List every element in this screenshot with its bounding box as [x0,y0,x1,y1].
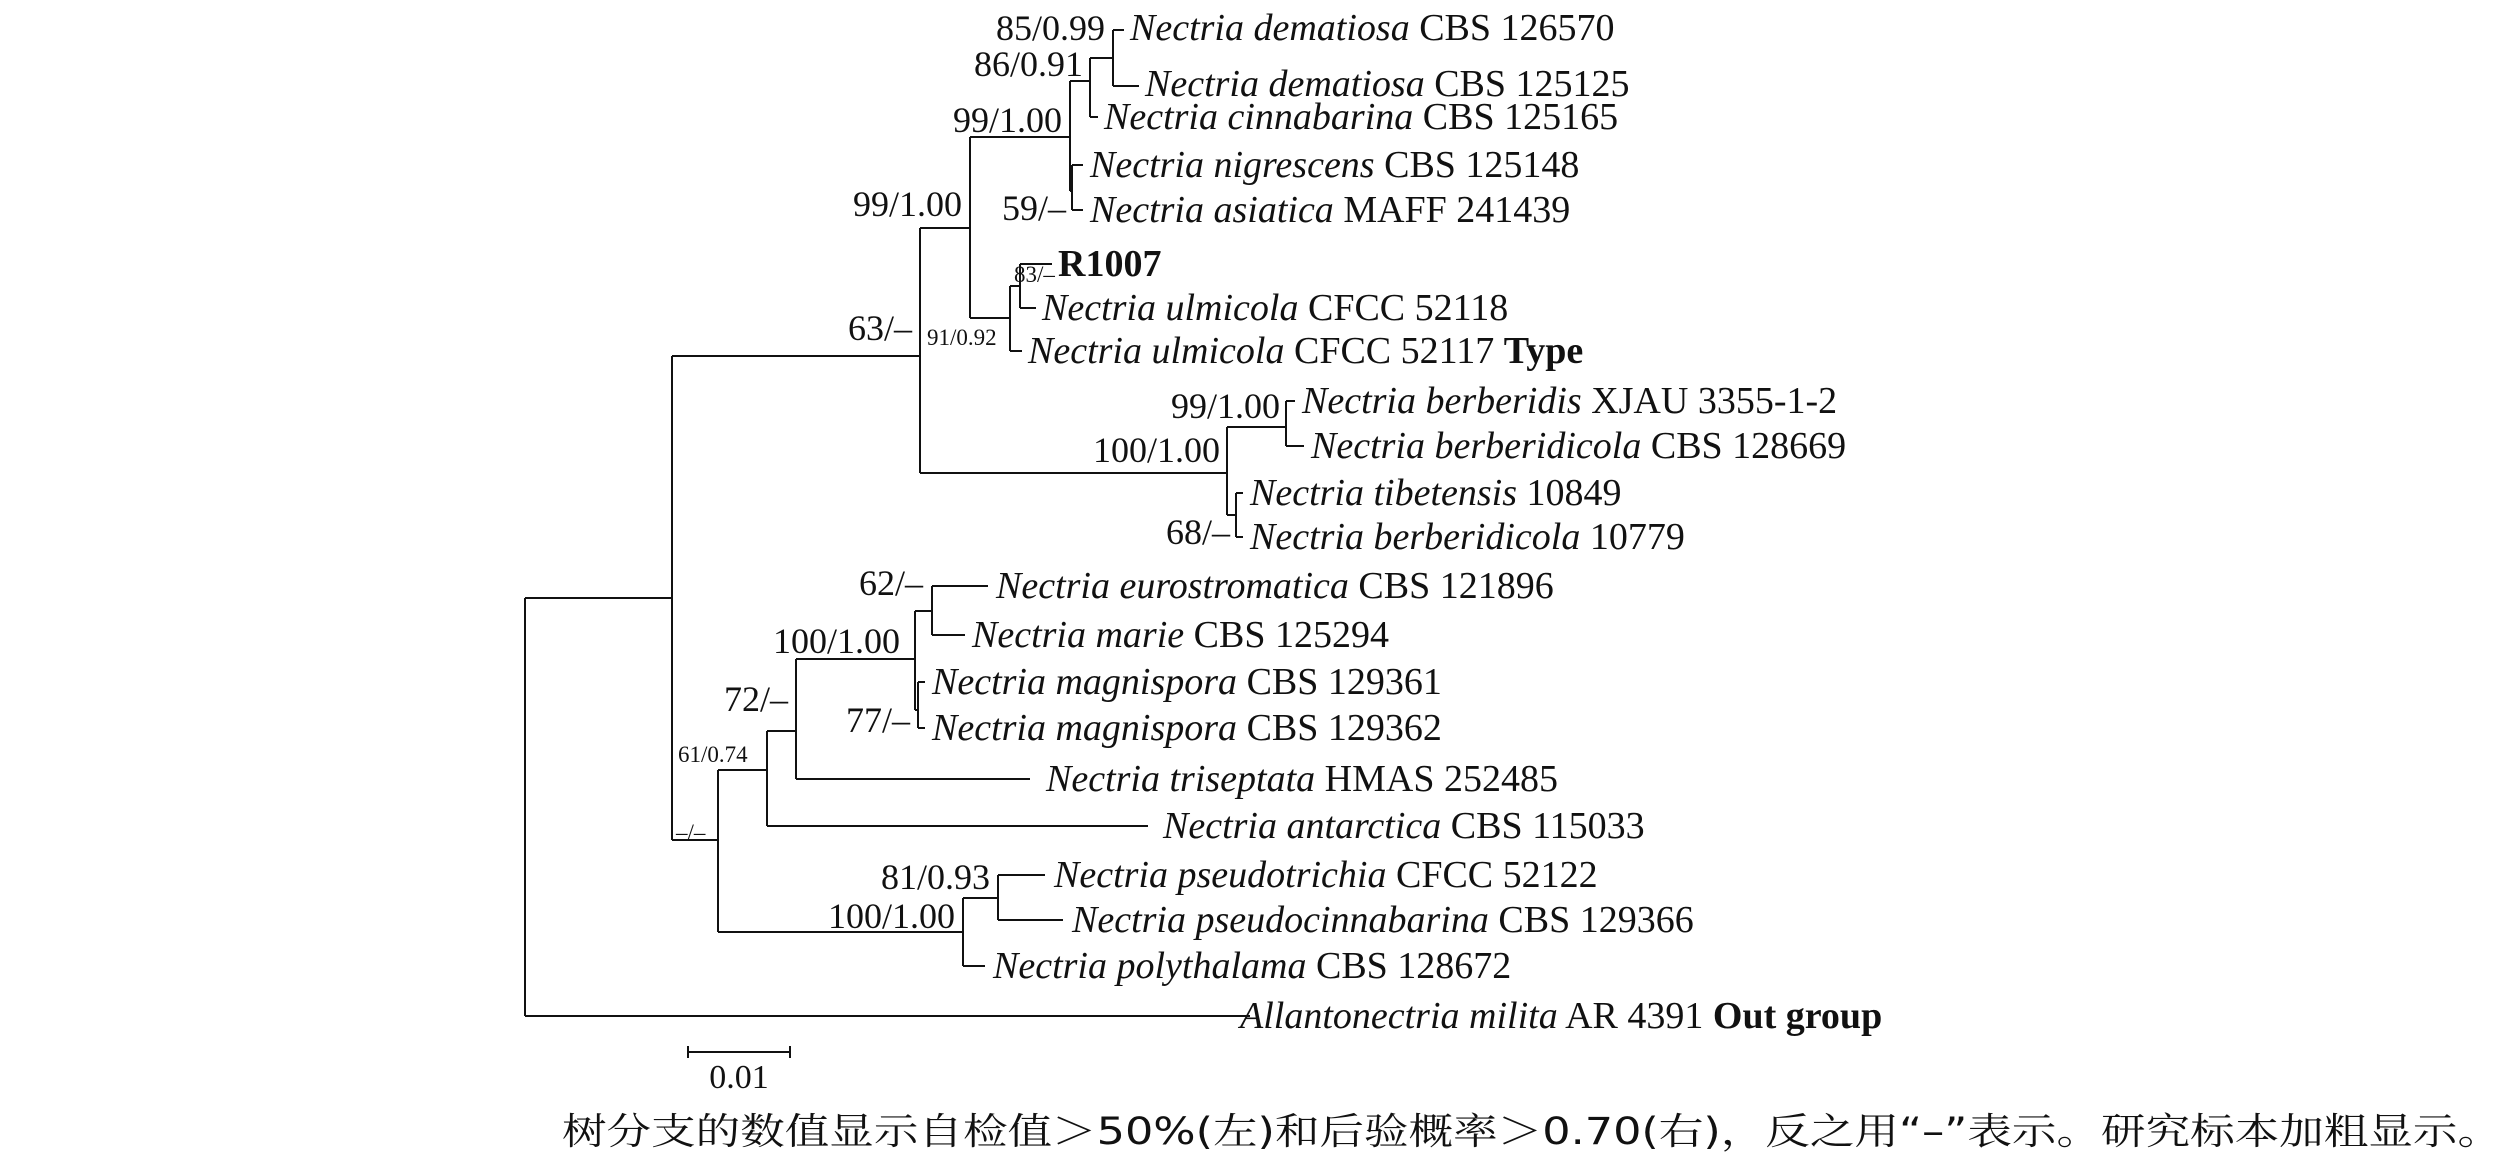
scale-bar [688,1046,790,1096]
support-value: 68/– [1165,512,1230,552]
taxon-label: Nectria pseudocinnabarina CBS 129366 [1072,899,1694,941]
taxon-label: Nectria pseudotrichia CFCC 52122 [1054,854,1598,896]
taxon-label: Nectria dematiosa CBS 125125 [1145,63,1630,105]
support-value: 99/1.00 [1170,386,1280,426]
figure-caption: 树分支的数值显示自检值＞50%(左)和后验概率＞0.70(右)，反之用“–”表示。研究标本加粗显示。 [562,1110,2502,1153]
taxon-labels [931,7,1882,1037]
taxon-label: Nectria magnispora CBS 129362 [932,707,1442,749]
support-value: 72/– [723,679,788,719]
taxon-label: Nectria berberidicola 10779 [1250,516,1685,558]
support-value: 63/– [847,308,912,348]
taxon-label: Nectria triseptata HMAS 252485 [1046,758,1558,800]
taxon-label: Nectria dematiosa CBS 126570 [1130,7,1615,49]
taxon-label: Nectria tibetensis 10849 [1250,472,1622,514]
taxon-label-outgroup: Allantonectria milita AR 4391 Out group [1240,995,1883,1037]
taxon-label: Nectria magnispora CBS 129361 [932,661,1442,703]
support-value: 100/1.00 [1092,430,1220,470]
support-value: 86/0.91 [973,44,1083,84]
support-value: 62/– [858,563,923,603]
support-value: 81/0.93 [880,857,990,897]
taxon-label: Nectria ulmicola CFCC 52118 [1042,287,1509,329]
scale-bar-label: 0.01 [709,1059,769,1096]
taxon-label: Nectria eurostromatica CBS 121896 [996,565,1554,607]
support-value: 100/1.00 [772,621,900,661]
taxon-label: Nectria nigrescens CBS 125148 [1090,144,1580,186]
support-value: 83/– [1014,262,1055,287]
taxon-label: Nectria berberidis XJAU 3355-1-2 [1302,380,1838,422]
support-value: 59/– [1001,188,1066,228]
taxon-label: Nectria asiatica MAFF 241439 [1090,189,1571,231]
support-value: 77/– [845,700,910,740]
support-value: 61/0.74 [678,742,748,767]
taxon-label: Nectria berberidicola CBS 128669 [1311,425,1847,467]
taxon-label: Nectria cinnabarina CBS 125165 [1104,96,1619,138]
taxon-label: Nectria antarctica CBS 115033 [1163,805,1645,847]
support-value: 85/0.99 [995,8,1105,48]
taxon-label: Nectria marie CBS 125294 [972,614,1389,656]
support-value: 91/0.92 [927,325,997,350]
taxon-label: Nectria ulmicola CFCC 52117 Type [1028,330,1584,372]
support-value: 99/1.00 [952,100,1062,140]
taxon-label-study-specimen: R1007 [1058,243,1162,285]
support-value: 100/1.00 [827,896,955,936]
support-value: –/– [676,820,706,845]
support-value: 99/1.00 [852,184,962,224]
taxon-label: Nectria polythalama CBS 128672 [993,945,1512,987]
